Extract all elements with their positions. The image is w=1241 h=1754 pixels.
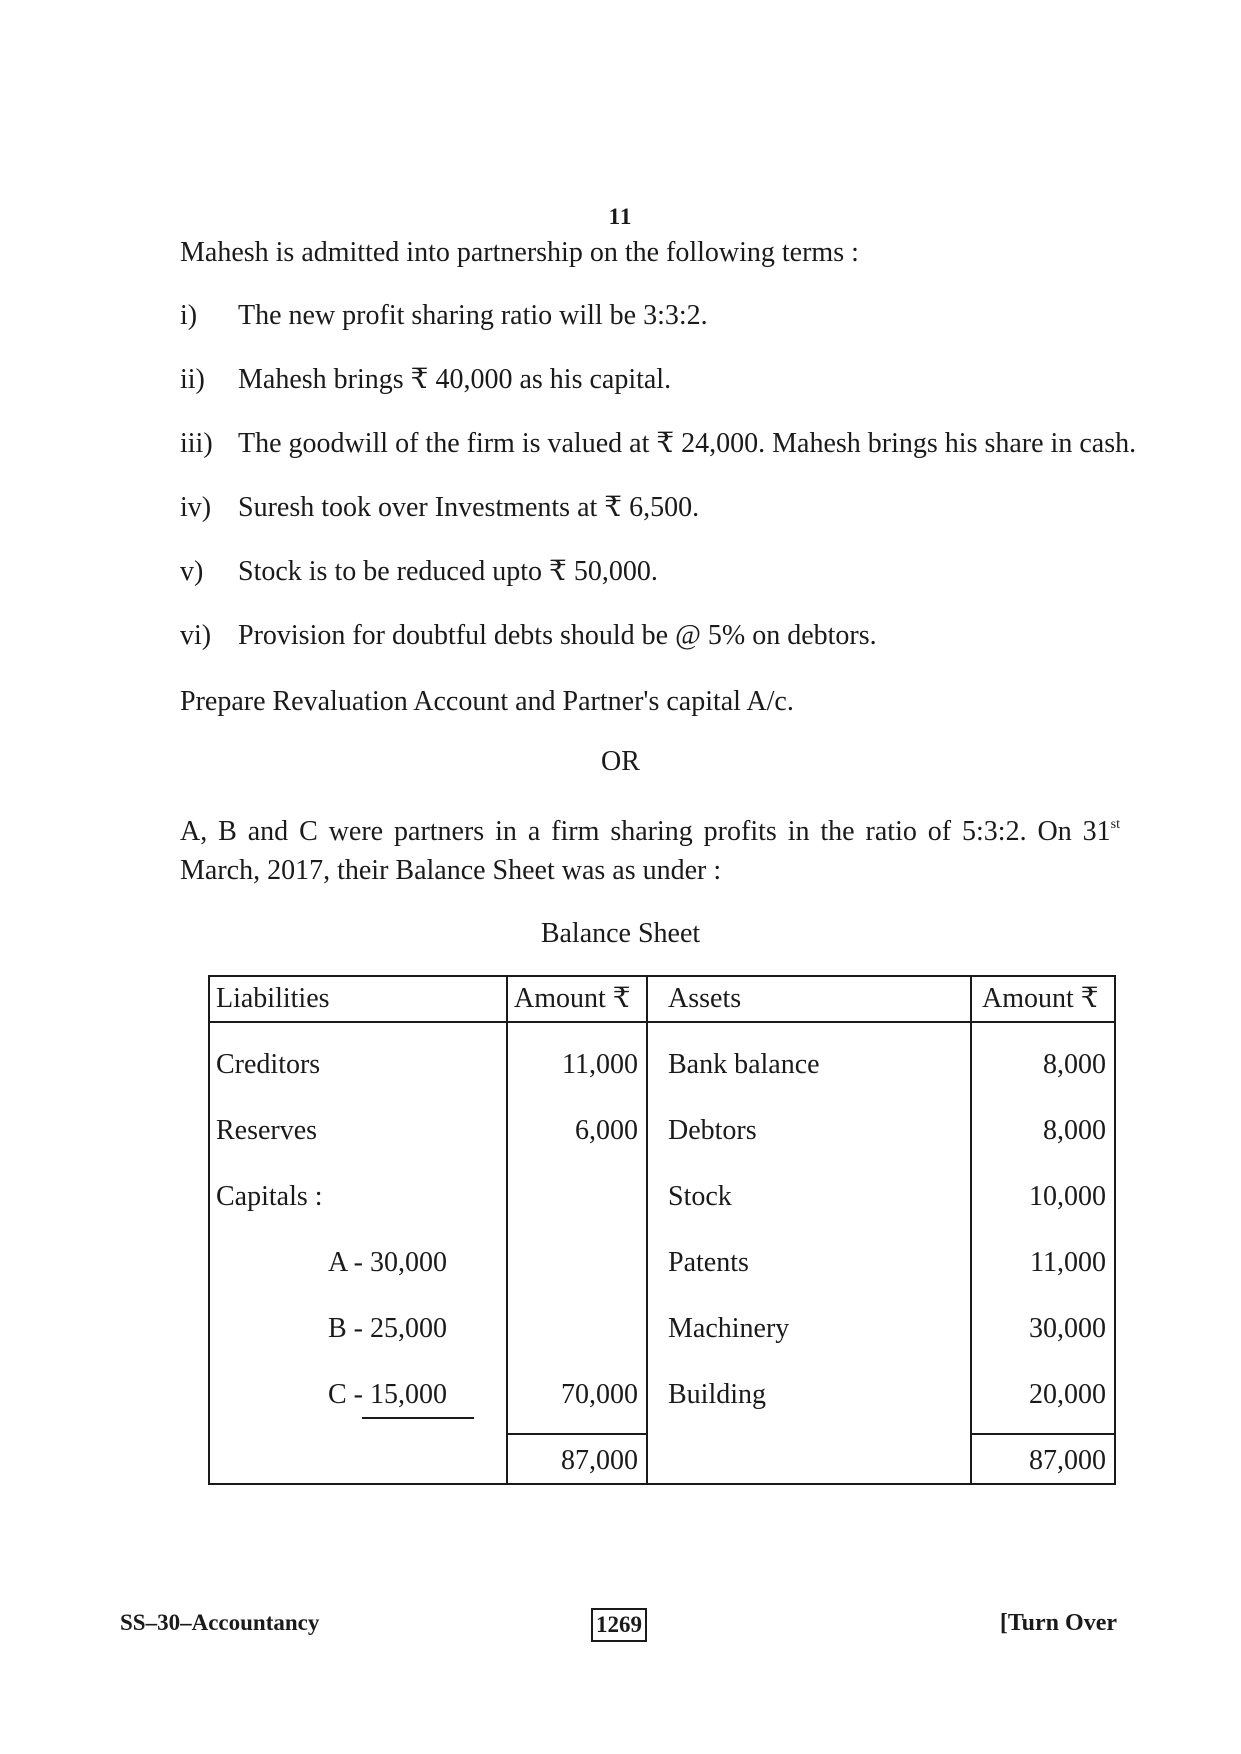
term-number: iv)	[180, 492, 212, 523]
asset-label: Patents	[668, 1247, 749, 1278]
liability-label: Creditors	[216, 1049, 321, 1080]
asset-amount: 8,000	[1043, 1115, 1106, 1146]
balance-sheet-title: Balance Sheet	[540, 918, 701, 949]
asset-amount: 30,000	[1029, 1313, 1106, 1344]
divider	[970, 977, 972, 1483]
term-text: Suresh took over Investments at ₹ 6,500.	[238, 492, 700, 523]
capital-a: A - 30,000	[328, 1247, 447, 1278]
term-5	[180, 552, 658, 592]
divider	[210, 1021, 1114, 1023]
term-6	[180, 616, 877, 656]
term-3	[180, 424, 1136, 464]
capitals-underline	[362, 1417, 474, 1419]
asset-amount: 11,000	[1030, 1247, 1106, 1278]
liability-label: Reserves	[216, 1115, 318, 1146]
term-number: iii)	[180, 428, 213, 459]
asset-amount: 8,000	[1043, 1049, 1106, 1080]
header-amount-assets: Amount ₹	[982, 983, 1099, 1014]
divider	[646, 977, 648, 1483]
term-number: v)	[180, 556, 204, 587]
term-text: Provision for doubtful debts should be @ 5% on debtors.	[238, 620, 877, 651]
divider	[971, 1433, 1114, 1435]
term-number: vi)	[180, 620, 212, 651]
page-number: 11	[608, 204, 633, 229]
asset-label: Building	[668, 1379, 767, 1410]
header-amount-liabilities: Amount ₹	[514, 983, 631, 1014]
term-4	[180, 488, 699, 528]
asset-label: Debtors	[668, 1115, 757, 1146]
term-text: Stock is to be reduced upto ₹ 50,000.	[238, 556, 658, 587]
footer-turn-over: [Turn Over	[999, 1610, 1117, 1636]
question1-instruction: Prepare Revaluation Account and Partner's capital A/c.	[180, 686, 794, 717]
or-separator: OR	[601, 746, 640, 777]
divider	[506, 977, 508, 1483]
balance-sheet-table	[208, 975, 1116, 1485]
liability-label: Capitals :	[216, 1181, 323, 1212]
asset-amount: 10,000	[1029, 1181, 1106, 1212]
liability-amount: 6,000	[575, 1115, 638, 1146]
question2-part1: A, B and C were partners in a firm sharing profits in the ratio of 5:3:2. On 31	[180, 816, 1111, 847]
divider	[507, 1433, 647, 1435]
capital-b: B - 25,000	[328, 1313, 447, 1344]
total-assets: 87,000	[1029, 1445, 1106, 1476]
question2-text	[180, 812, 1120, 890]
liability-amount: 11,000	[562, 1049, 638, 1080]
asset-label: Bank balance	[668, 1049, 820, 1080]
term-text: The goodwill of the firm is valued at ₹ 24,000. Mahesh brings his share in cash.	[238, 428, 1137, 459]
question1-intro: Mahesh is admitted into partnership on the following terms :	[180, 237, 859, 268]
question2-part2: March, 2017, their Balance Sheet was as under :	[180, 855, 722, 886]
term-1	[180, 296, 708, 336]
capitals-total: 70,000	[561, 1379, 638, 1410]
footer-page-code: 1269	[591, 1608, 647, 1642]
footer-subject-code: SS–30–Accountancy	[120, 1610, 320, 1635]
header-assets: Assets	[668, 983, 742, 1014]
total-liabilities: 87,000	[561, 1445, 638, 1476]
term-text: Mahesh brings ₹ 40,000 as his capital.	[238, 364, 672, 395]
asset-label: Machinery	[668, 1313, 790, 1344]
asset-label: Stock	[668, 1181, 732, 1212]
term-number: ii)	[180, 364, 205, 395]
term-2	[180, 360, 671, 400]
asset-amount: 20,000	[1029, 1379, 1106, 1410]
capital-c: C - 15,000	[328, 1379, 447, 1410]
term-text: The new profit sharing ratio will be 3:3:2.	[238, 300, 708, 331]
header-liabilities: Liabilities	[216, 983, 330, 1014]
date-superscript: st	[1110, 817, 1120, 832]
term-number: i)	[180, 300, 198, 331]
